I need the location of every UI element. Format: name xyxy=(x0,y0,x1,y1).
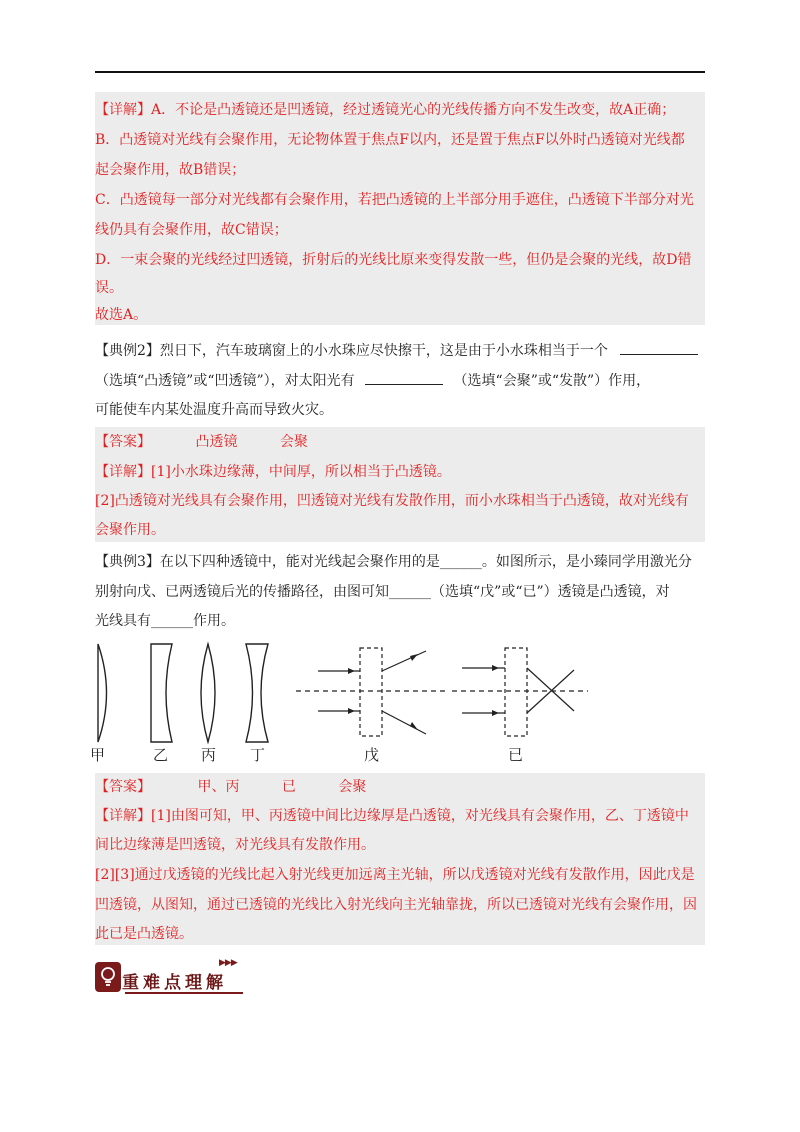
detail-b-cont: 起会聚作用，故B错误； xyxy=(95,162,246,178)
section-title: 重难点理解 xyxy=(122,973,227,993)
explanation-block-3 xyxy=(95,773,705,945)
detail-d: D．一束会聚的光线经过凹透镜，折射后的光线比原来变得发散一些，但仍是会聚的光线，故D错 xyxy=(95,252,692,268)
answer-value: 已 xyxy=(281,779,296,795)
example2-question-line3: 可能使车内某处温度升高而导致火灾。 xyxy=(95,402,333,418)
example2-q-text: （选填“凸透镜”或“凹透镜”），对太阳光有 xyxy=(95,373,355,389)
lens-ji-diagram xyxy=(452,648,588,736)
answer-label: 【答案】 xyxy=(95,779,151,795)
answer-value: 会聚 xyxy=(338,779,367,795)
lens-yi-shape xyxy=(151,644,172,742)
label-wu: 戊 xyxy=(364,746,380,764)
lens-jia-shape xyxy=(98,644,107,742)
example3-answer xyxy=(95,777,366,797)
example2-q-text: （选填“会聚”或“发散”）作用， xyxy=(453,373,651,389)
lightbulb-icon xyxy=(95,962,121,992)
answer-value: 会聚 xyxy=(279,434,308,450)
example3-detail-4: 凹透镜，从图知，通过已透镜的光线比入射光线向主光轴靠拢，所以已透镜对光线有会聚作用，因 xyxy=(95,897,697,913)
example3-detail-3: [2][3]通过戊透镜的光线比起入射光线更加远离主光轴，所以戊透镜对光线有发散作用，因此戊是 xyxy=(95,867,695,883)
detail-c-cont: 线仍具有会聚作用，故C错误； xyxy=(95,222,288,238)
example2-detail-3: 会聚作用。 xyxy=(95,522,165,538)
label-ji: 已 xyxy=(508,746,524,764)
example3-detail-5: 此已是凸透镜。 xyxy=(95,926,193,942)
example3-detail-1: 【详解】[1]由图可知，甲、丙透镜中间比边缘厚是凸透镜，对光线具有会聚作用，乙、丁透镜中 xyxy=(95,808,689,824)
detail-a: 【详解】A．不论是凸透镜还是凹透镜，经过透镜光心的光线传播方向不发生改变，故A正确； xyxy=(95,102,676,118)
lens-ding-shape xyxy=(246,644,268,742)
example2-q-text: 【典例2】烈日下，汽车玻璃窗上的小水珠应尽快擦干，这是由于小水珠相当于一个 xyxy=(95,343,608,359)
example3-detail-2: 间比边缘薄是凹透镜，对光线具有发散作用。 xyxy=(95,837,375,853)
detail-b: B．凸透镜对光线有会聚作用，无论物体置于焦点F以内，还是置于焦点F以外时凸透镜对光线都 xyxy=(95,132,685,148)
label-ding: 丁 xyxy=(250,746,266,764)
example2-detail-1: 【详解】[1]小水珠边缘薄，中间厚，所以相当于凸透镜。 xyxy=(95,464,451,480)
detail-d-cont: 误。 xyxy=(95,280,123,296)
answer-value: 甲、丙 xyxy=(197,779,240,795)
lens-bing-shape xyxy=(201,644,215,742)
example3-question-line3: 光线具有______作用。 xyxy=(95,613,235,629)
label-yi: 乙 xyxy=(153,746,169,764)
conclusion: 故选A。 xyxy=(95,307,148,323)
lens-wu-diagram xyxy=(296,648,445,736)
detail-c: C．凸透镜每一部分对光线都有会聚作用，若把凸透镜的上半部分用手遮住，凸透镜下半部分对光 xyxy=(95,192,694,208)
answer-value: 凸透镜 xyxy=(195,434,238,450)
label-jia: 甲 xyxy=(90,746,106,764)
example3-question-line1: 【典例3】在以下四种透镜中，能对光线起会聚作用的是______。如图所示，是小臻同学用激光分 xyxy=(95,554,692,570)
example2-detail-2: [2]凸透镜对光线具有会聚作用，凹透镜对光线有发散作用，而小水珠相当于凸透镜，故对光线有 xyxy=(95,493,689,509)
example3-question-line2: 别射向戊、已两透镜后光的传播路径，由图可知______（选填“戊”或“已”）透镜是凸透镜，对 xyxy=(95,584,670,600)
arrows-icon: ▶▶▶ xyxy=(219,958,237,968)
answer-label: 【答案】 xyxy=(95,434,151,450)
label-bing: 丙 xyxy=(201,746,217,764)
